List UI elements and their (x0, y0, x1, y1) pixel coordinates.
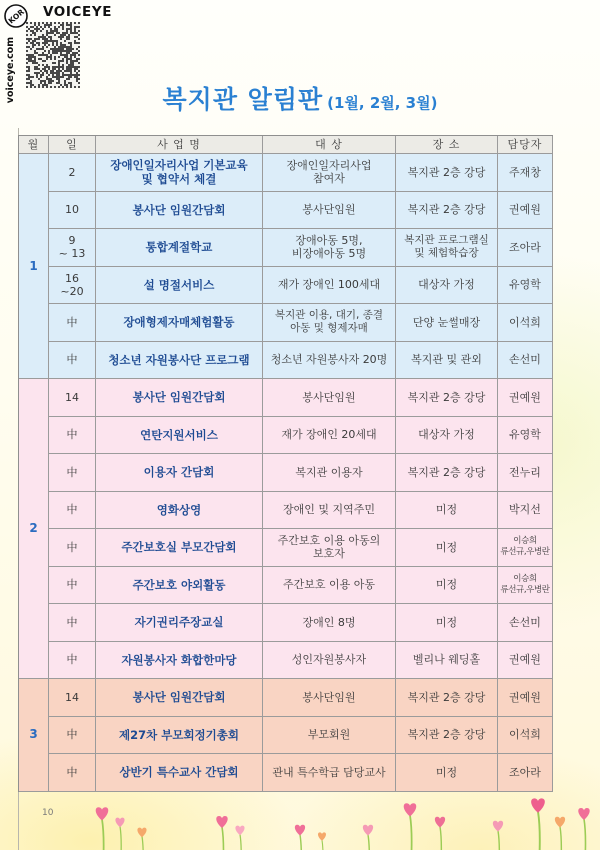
place-cell: 대상자 가정 (396, 267, 498, 305)
place-cell: 미정 (396, 604, 498, 642)
place-cell: 복지관 2층 강당 (396, 454, 498, 492)
day-cell: 中 (49, 454, 96, 492)
heart-flower-icon (555, 817, 565, 850)
page-title-sub: (1월, 2월, 3월) (327, 94, 438, 112)
target-cell: 장애인 및 지역주민 (263, 492, 396, 530)
place-cell: 복지관 프로그램실 및 체험학습장 (396, 229, 498, 267)
place-cell: 미정 (396, 529, 498, 567)
target-cell: 주간보호 이용 아동의 보호자 (263, 529, 396, 567)
staff-cell: 유영학 (498, 267, 553, 305)
day-cell: 14 (49, 379, 96, 417)
staff-cell: 유영학 (498, 417, 553, 455)
place-cell: 복지관 2층 강당 (396, 679, 498, 717)
heart-flower-icon (115, 818, 124, 850)
target-cell: 재가 장애인 100세대 (263, 267, 396, 305)
place-cell: 단양 눈썰매장 (396, 304, 498, 342)
day-cell: 中 (49, 567, 96, 605)
place-cell: 미정 (396, 492, 498, 530)
heart-flower-icon (435, 817, 445, 850)
day-cell: 9 ~ 13 (49, 229, 96, 267)
place-cell: 복지관 및 관외 (396, 342, 498, 380)
day-cell: 中 (49, 342, 96, 380)
place-cell: 대상자 가정 (396, 417, 498, 455)
day-cell: 10 (49, 192, 96, 230)
heart-flower-icon (318, 832, 326, 850)
target-cell: 주간보호 이용 아동 (263, 567, 396, 605)
staff-cell: 박지선 (498, 492, 553, 530)
target-cell: 관내 특수학급 담당교사 (263, 754, 396, 792)
program-cell: 장애인일자리사업 기본교육 및 협약서 체결 (96, 154, 263, 192)
month-cell: 3 (19, 679, 49, 792)
schedule-table (18, 135, 553, 792)
program-cell: 주간보호 야외활동 (96, 567, 263, 605)
staff-cell: 주재창 (498, 154, 553, 192)
page-title-main: 복지관 알림판 (162, 85, 324, 114)
target-cell: 부모회원 (263, 717, 396, 755)
program-cell: 장애형제자매체험활동 (96, 304, 263, 342)
program-cell: 통합계절학교 (96, 229, 263, 267)
day-cell: 中 (49, 717, 96, 755)
target-cell: 장애아동 5명, 비장애아동 5명 (263, 229, 396, 267)
header-place: 장 소 (396, 136, 498, 154)
header-target: 대 상 (263, 136, 396, 154)
heart-flower-icon (363, 825, 373, 850)
program-cell: 영화상영 (96, 492, 263, 530)
target-cell: 성인자원봉사자 (263, 642, 396, 680)
day-cell: 16 ~20 (49, 267, 96, 305)
header-day: 일 (49, 136, 96, 154)
place-cell: 복지관 2층 강당 (396, 717, 498, 755)
program-cell: 자기권리주장교실 (96, 604, 263, 642)
header-month: 월 (19, 136, 49, 154)
target-cell: 장애인 8명 (263, 604, 396, 642)
page-title (0, 84, 600, 119)
heart-flower-icon (531, 798, 545, 850)
staff-cell: 권예원 (498, 679, 553, 717)
program-cell: 주간보호실 부모간담회 (96, 529, 263, 567)
day-cell: 中 (49, 492, 96, 530)
program-cell: 청소년 자원봉사단 프로그램 (96, 342, 263, 380)
target-cell: 복지관 이용자 (263, 454, 396, 492)
day-cell: 中 (49, 642, 96, 680)
target-cell: 청소년 자원봉사자 20명 (263, 342, 396, 380)
staff-cell: 이석희 (498, 304, 553, 342)
heart-flower-icon (578, 808, 589, 850)
voiceye-code-pattern (26, 22, 80, 88)
staff-cell: 전누리 (498, 454, 553, 492)
staff-cell: 이승희 류선규,우병란 (498, 567, 553, 605)
place-cell: 복지관 2층 강당 (396, 154, 498, 192)
staff-cell: 조아라 (498, 754, 553, 792)
day-cell: 中 (49, 417, 96, 455)
day-cell: 中 (49, 754, 96, 792)
brand-logo-text: VOICEYE (43, 4, 113, 20)
program-cell: 봉사단 임원간담회 (96, 192, 263, 230)
place-cell: 벨리나 웨딩홀 (396, 642, 498, 680)
kor-badge-text: KOR (6, 7, 26, 26)
program-cell: 제27차 부모회정기총회 (96, 717, 263, 755)
program-cell: 연탄지원서비스 (96, 417, 263, 455)
site-url-text: voiceye.com (5, 36, 16, 104)
heart-flower-icon (404, 803, 417, 850)
program-cell: 이용자 간담회 (96, 454, 263, 492)
place-cell: 미정 (396, 754, 498, 792)
staff-cell: 권예원 (498, 192, 553, 230)
day-cell: 2 (49, 154, 96, 192)
day-cell: 中 (49, 304, 96, 342)
heart-flower-icon (216, 816, 227, 850)
target-cell: 봉사단임원 (263, 192, 396, 230)
place-cell: 복지관 2층 강당 (396, 379, 498, 417)
place-cell: 미정 (396, 567, 498, 605)
program-cell: 자원봉사자 화합한마당 (96, 642, 263, 680)
program-cell: 봉사단 임원간담회 (96, 379, 263, 417)
page-number: 10 (42, 808, 54, 818)
month-cell: 1 (19, 154, 49, 379)
program-cell: 설 명절서비스 (96, 267, 263, 305)
program-cell: 봉사단 임원간담회 (96, 679, 263, 717)
day-cell: 14 (49, 679, 96, 717)
program-cell: 상반기 특수교사 간담회 (96, 754, 263, 792)
target-cell: 봉사단임원 (263, 679, 396, 717)
target-cell: 장애인일자리사업 참여자 (263, 154, 396, 192)
heart-flower-icon (295, 825, 305, 850)
heart-flower-icon (96, 807, 109, 850)
month-cell: 2 (19, 379, 49, 679)
heart-flower-icon (235, 826, 244, 850)
place-cell: 복지관 2층 강당 (396, 192, 498, 230)
staff-cell: 손선미 (498, 604, 553, 642)
header-staff: 담당자 (498, 136, 553, 154)
staff-cell: 이석희 (498, 717, 553, 755)
staff-cell: 조아라 (498, 229, 553, 267)
target-cell: 복지관 이용, 대기, 종결 아동 및 형제자매 (263, 304, 396, 342)
heart-flower-icon (493, 821, 503, 850)
header-program: 사 업 명 (96, 136, 263, 154)
flower-decoration (0, 792, 600, 850)
target-cell: 재가 장애인 20세대 (263, 417, 396, 455)
staff-cell: 권예원 (498, 642, 553, 680)
target-cell: 봉사단임원 (263, 379, 396, 417)
staff-cell: 이승희 류선규,우병란 (498, 529, 553, 567)
day-cell: 中 (49, 604, 96, 642)
day-cell: 中 (49, 529, 96, 567)
heart-flower-icon (137, 828, 146, 850)
staff-cell: 권예원 (498, 379, 553, 417)
staff-cell: 손선미 (498, 342, 553, 380)
